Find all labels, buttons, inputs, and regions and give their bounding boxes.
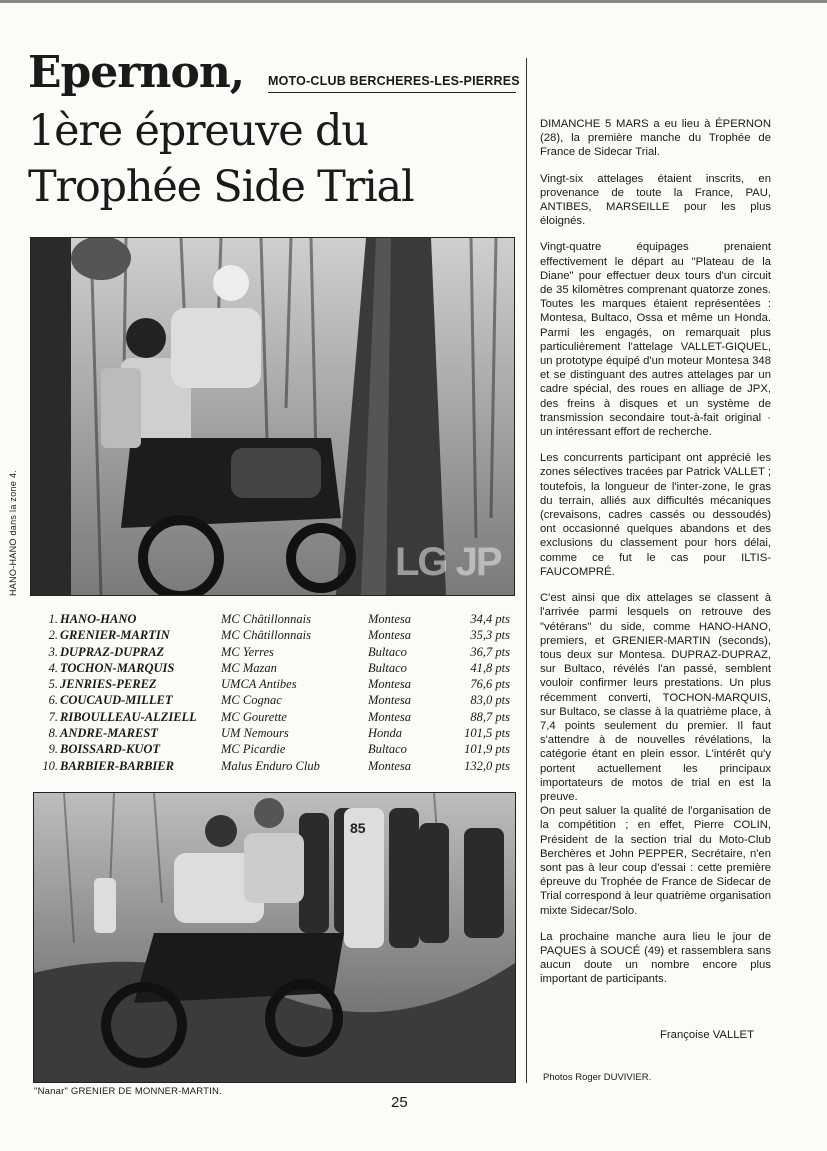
result-crew: RIBOULLEAU-ALZIELL: [60, 709, 197, 724]
result-club: MC Châtillonnais: [221, 612, 311, 626]
page-number: 25: [391, 1094, 408, 1111]
result-rank: 6.: [48, 693, 58, 708]
top-rule: [0, 0, 827, 3]
column-divider: [526, 58, 527, 1083]
result-crew: ANDRE-MAREST: [60, 726, 158, 741]
article-paragraph: C'est ainsi que dix attelages se classent à l'arrivée parmi lesquels on retrouve des "vétérans" du side, comme HANO-HANO, premiers, et GRENIER-MARTIN (seconds), tous deux sur Montesa. DUPRAZ-DUPRAZ, sur Bultaco, révélés l'an passé, semblent vouloir confirmer leurs prestations. Un plus récemment converti, TOCHON-MARQUIS, sur Bultaco, se classe à la quatrième place, à 7,4 points seulement du premier. Il faut s'attendre à de nouvelles révélations, la catégorie étant en plein essor. L'intérêt qu'y portent actuellement les principaux importateurs de motos de trial en est la preuve.: [540, 592, 771, 803]
result-points: 36,7 pts: [470, 644, 510, 659]
result-points: 41,8 pts: [470, 660, 510, 675]
article-paragraph: On peut saluer la qualité de l'organisation de la compétition ; en effet, Pierre COLIN, Président de la section trial du Moto-Club Berchères et John PEPPER, Secrétaire, n'en sont pas à leur coup d'essai : cette première épreuve du Trophée de France de Sidecar de Trial correspond à leur quatrième organisation mixte Sidecar/Solo.: [540, 805, 771, 917]
result-rank: 3.: [48, 644, 58, 659]
author-signature: Françoise VALLET: [660, 1029, 754, 1041]
result-rank: 7.: [48, 709, 58, 724]
result-make: Montesa: [368, 758, 412, 773]
result-make: Bultaco: [368, 742, 407, 757]
result-row: [38, 661, 518, 677]
result-club: MC Picardie: [221, 742, 286, 757]
result-points: 83,0 pts: [470, 693, 510, 708]
result-rank: 4.: [48, 660, 58, 675]
article-paragraph: DIMANCHE 5 MARS a eu lieu à ÉPERNON (28), la première manche du Trophée de France de Sidecar Trial.: [540, 118, 771, 159]
article-paragraph: Vingt-six attelages étaient inscrits, en provenance de toute la France, PAU, ANTIBES, MARSEILLE pour les plus éloignés.: [540, 172, 771, 228]
result-rank: 9.: [48, 742, 58, 757]
result-make: Honda: [368, 726, 403, 741]
result-rank: 5.: [48, 677, 58, 692]
article-paragraph: Vingt-quatre équipages prenaient effectivement le départ au "Plateau de la Diane" pour effectuer deux tours d'un circuit de 35 kilomètres comprenant quatorze zones. Toutes les marques étaient représentées : Montesa, Bultaco, Ossa et même un Honda. Parmi les engagés, on remarquait plus particulièrement l'attelage VALLET-GIQUEL, un prototype équipé d'un moteur Montesa 348 et se distinguant des autres attelages par un cadre spécial, des roues en alliage de JPX, des freins à disques et un système de transmission secondaire tout-à-fait original · un intéressant effort de recherche.: [540, 241, 771, 439]
club-name: MOTO-CLUB BERCHERES-LES-PIERRES: [268, 74, 520, 88]
photo-grenier: [33, 792, 516, 1083]
result-rank: 10.: [42, 758, 58, 773]
result-crew: BARBIER-BARBIER: [60, 758, 174, 773]
result-crew: GRENIER-MARTIN: [60, 628, 170, 643]
rider-bib-number: 85: [350, 820, 366, 836]
result-crew: JENRIES-PEREZ: [60, 677, 157, 692]
article-body: [540, 117, 771, 999]
result-points: 34,4 pts: [470, 612, 510, 626]
results-table: [38, 612, 518, 775]
result-rank: 2.: [48, 628, 58, 643]
spectators-sidecar-illustration: [34, 793, 515, 1082]
result-crew: DUPRAZ-DUPRAZ: [60, 644, 165, 659]
result-points: 101,9 pts: [464, 742, 510, 757]
result-row: [38, 726, 518, 742]
result-row: [38, 759, 518, 775]
headline-title: Epernon,: [28, 47, 245, 98]
result-crew: BOISSARD-KUOT: [60, 742, 161, 757]
photo-credit: Photos Roger DUVIVIER.: [543, 1072, 652, 1083]
article-paragraph: La prochaine manche aura lieu le jour de PAQUES à SOUCÉ (49) et rassemblera sans aucun doute un nombre encore plus important de participants.: [540, 930, 771, 986]
club-underline: [268, 92, 516, 93]
result-make: Montesa: [368, 677, 412, 692]
photo1-caption: HANO-HANO dans la zone 4.: [8, 469, 18, 596]
result-club: UMCA Antibes: [221, 677, 297, 692]
result-rank: 1.: [48, 612, 58, 626]
result-points: 88,7 pts: [470, 709, 510, 724]
article-paragraph: Les concurrents participant ont apprécié les zones sélectives tracées par Patrick VALLET ; toutefois, la longueur de l'inter-zone, le gras du terrain, alliés aux difficultés mécaniques (crevaisons, cadres cassés ou dessoudés) ont occasionné quelques abandons et des exclusions du classement pour hors délai, comme ce fut le cas pour ILTIS-FAUCOMPRÉ.: [540, 452, 771, 578]
headline-line-1: 1ère épreuve du: [28, 106, 368, 156]
result-club: MC Châtillonnais: [221, 628, 311, 643]
result-club: MC Cognac: [221, 693, 282, 708]
result-rank: 8.: [48, 726, 58, 741]
photo2-caption: "Nanar" GRENIER DE MONNER-MARTIN.: [34, 1086, 222, 1097]
result-make: Montesa: [368, 628, 412, 643]
result-club: MC Mazan: [221, 660, 277, 675]
result-crew: COUCAUD-MILLET: [60, 693, 173, 708]
result-club: MC Gourette: [221, 709, 287, 724]
result-points: 35,3 pts: [470, 628, 510, 643]
result-make: Bultaco: [368, 644, 407, 659]
result-club: MC Yerres: [221, 644, 274, 659]
result-row: [38, 742, 518, 758]
result-row: [38, 710, 518, 726]
result-points: 76,6 pts: [470, 677, 510, 692]
result-row: [38, 612, 518, 628]
result-make: Montesa: [368, 693, 412, 708]
result-row: [38, 693, 518, 709]
result-club: Malus Enduro Club: [221, 758, 320, 773]
result-row: [38, 645, 518, 661]
result-club: UM Nemours: [221, 726, 289, 741]
watermark: LG JP: [395, 540, 501, 584]
result-crew: TOCHON-MARQUIS: [60, 660, 175, 675]
result-row: [38, 677, 518, 693]
result-points: 132,0 pts: [464, 758, 510, 773]
result-make: Montesa: [368, 709, 412, 724]
result-points: 101,5 pts: [464, 726, 510, 741]
result-row: [38, 628, 518, 644]
result-make: Montesa: [368, 612, 412, 626]
result-crew: HANO-HANO: [60, 612, 137, 626]
headline-line-2: Trophée Side Trial: [28, 162, 414, 212]
result-make: Bultaco: [368, 660, 407, 675]
